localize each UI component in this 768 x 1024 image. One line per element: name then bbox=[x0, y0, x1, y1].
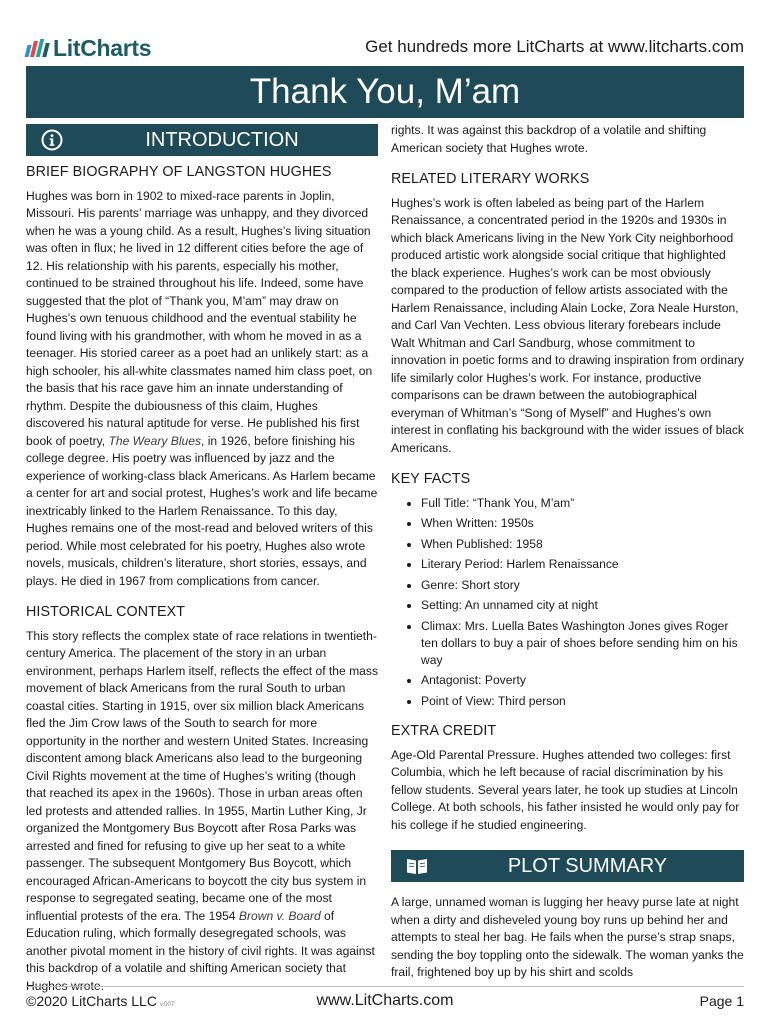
list-item bbox=[391, 515, 744, 532]
fact-key: Antagonist: bbox=[421, 673, 482, 687]
list-item bbox=[391, 618, 744, 669]
list-item bbox=[391, 536, 744, 553]
fact-key: Literary Period: bbox=[421, 557, 504, 571]
fact-value: 1958 bbox=[515, 536, 543, 551]
fact-value: Short story bbox=[461, 577, 520, 592]
header-promo[interactable]: Get hundreds more LitCharts at www.litcharts.com bbox=[365, 37, 744, 56]
page-header bbox=[26, 34, 744, 62]
historical-context-heading: HISTORICAL CONTEXT bbox=[26, 604, 186, 620]
introduction-bar bbox=[26, 124, 378, 156]
litcharts-logo-icon bbox=[26, 39, 48, 57]
extra-credit-lead: Age-Old Parental Pressure. bbox=[391, 747, 539, 762]
fact-value: An unnamed city at night bbox=[464, 598, 598, 612]
fact-value: “Thank You, M’am” bbox=[472, 495, 575, 510]
right-column bbox=[391, 122, 744, 982]
fact-value: Poverty bbox=[484, 673, 526, 687]
bio-paragraph bbox=[26, 188, 378, 591]
case-title: Brown v. Board bbox=[238, 908, 321, 923]
bio-text: , in 1926, before finishing his college degree. His poetry was influenced by jazz and the experience of working-class black Americans. As Harlem became a center for art and social protest, Hughes’s work and life became inextricably linked to the Harlem Renaissance. To this day, Hughes remains one of the most-read and beloved writers of this period. While most celebrated for his poetry, Hughes also wrote novels, musicals, children’s literature, short stories, essays, and plays. He died in 1967 from complications from cancer. bbox=[26, 433, 378, 588]
hist-text: This story reflects the complex state of race relations in twentieth-century America. The placement of the story in an urban environment, perhaps Harlem itself, reflects the effect of the mass movement of black Americans from the rural South to urban coastal cities. Starting in 1915, over six million black Americans fled the Jim Crow laws of the South to search for more opportunity in the norther and western United States. Increasing discontent among black Americans also lead to the burgeoning Civil Rights movement at the time of Hughes’s writing (though that reached its apex in the 1960s). Those in urban areas often led protests and attended rallies. In 1955, Martin Luther King, Jr organized the Montgomery Bus Boycott after Rosa Parks was arrested and fined for refusing to give up her seat to a white passenger. The subsequent Montgomery Bus Boycott, which encouraged African-Americans to boycott the city bus system in response to segregated seating, became one of the most influential protests of the era. The 1954 bbox=[26, 628, 379, 923]
historical-context-continued: rights. It was against this backdrop of a volatile and shifting American society that Hughes wrote. bbox=[391, 123, 707, 155]
fact-key: When Published: bbox=[421, 536, 513, 551]
version-text: v.007 bbox=[159, 1002, 175, 1008]
fact-value: 1950s bbox=[500, 516, 534, 530]
key-facts-heading: KEY FACTS bbox=[391, 471, 471, 487]
fact-value: Third person bbox=[497, 693, 566, 708]
page-footer bbox=[26, 986, 744, 1014]
bio-heading: BRIEF BIOGRAPHY OF LANGSTON HUGHES bbox=[26, 164, 332, 180]
hist-text: of Education ruling, which formally desegregated schools, was another pivotal moment in the history of civil rights. It was against this backdrop of a volatile and shifting American society that Hughes wrote. bbox=[26, 908, 375, 993]
related-works-heading: RELATED LITERARY WORKS bbox=[391, 171, 590, 187]
page-number: Page 1 bbox=[699, 993, 744, 1009]
fact-value: Harlem Renaissance bbox=[506, 557, 619, 571]
logo-text: LitCharts bbox=[53, 34, 152, 61]
fact-value: Mrs. Luella Bates Washington Jones gives Roger ten dollars to buy a pair of shoes before sending him on his way bbox=[421, 618, 738, 667]
fact-key: Point of View: bbox=[421, 693, 495, 708]
list-item bbox=[391, 693, 744, 710]
extra-credit-paragraph bbox=[391, 747, 744, 835]
introduction-label: INTRODUCTION bbox=[145, 129, 299, 151]
litcharts-logo[interactable] bbox=[26, 34, 151, 62]
footer-site-link[interactable]: www.LitCharts.com bbox=[316, 992, 454, 1009]
left-column bbox=[26, 124, 379, 993]
fact-key: Full Title: bbox=[421, 495, 470, 510]
plot-summary-paragraph: A large, unnamed woman is lugging her heavy purse late at night when a dirty and disheveled young boy runs up behind her and attempts to steal her bag. He fails when the purse’s strap snaps, sending the boy toppling onto the sidewalk. The woman yanks the frail, frightened boy up by his shirt and scolds bbox=[391, 895, 744, 979]
related-works-paragraph: Hughes’s work is often labeled as being part of the Harlem Renaissance, a concentrated period in the 1920s and 1930s in which black Americans living in the New York City neighborhood produced artistic work alongside social critique that highlighted the black experience. Hughes’s work can be most obviously compared to the production of fellow artists associated with the Harlem Renaissance, including Alain Locke, Zora Neale Hurston, and Carl Van Vechten. Less obvious literary forebears include Walt Whitman and Carl Sandburg, whose commitment to innovation in poetic forms and to drawing inspiration from ordinary life similarly color Hughes’s work. For instance, productive comparisons can be drawn between the autobiographical everyman of Whitman’s “Song of Myself” and Hughes’s own interest in conflating his background with the wider issues of black Americans. bbox=[391, 195, 744, 455]
plot-summary-bar bbox=[391, 850, 744, 882]
extra-credit-heading: EXTRA CREDIT bbox=[391, 723, 497, 739]
fact-key: Genre: bbox=[421, 577, 458, 592]
list-item bbox=[391, 672, 744, 689]
extra-credit-text: Hughes attended two colleges: first Columbia, which he left because of racial discrimination by his fellow students. Several years later, he took up studies at Lincoln College. At both schools, his father insisted he would only pay for his college if he studied engineering. bbox=[391, 747, 740, 832]
fact-key: Climax: bbox=[421, 618, 462, 633]
plot-summary-label: PLOT SUMMARY bbox=[507, 855, 668, 877]
book-title: The Weary Blues bbox=[108, 433, 202, 448]
list-item bbox=[391, 577, 744, 594]
fact-key: Setting: bbox=[421, 598, 463, 612]
fact-key: When Written: bbox=[421, 516, 498, 530]
key-facts-list bbox=[391, 495, 744, 710]
list-item bbox=[391, 495, 744, 512]
historical-context-paragraph bbox=[26, 628, 379, 993]
list-item bbox=[391, 597, 744, 614]
copyright-text: ©2020 LitCharts LLC bbox=[26, 993, 157, 1009]
list-item bbox=[391, 556, 744, 573]
bio-text: Hughes was born in 1902 to mixed-race parents in Joplin, Missouri. His parents’ marriage was unhappy, and they divorced when he was a young child. As a result, Hughes’s living situation was often in flux; he lived in 12 different cities before the age of 12. His relationship with his parents, especially his mother, continued to be strained throughout his life. Indeed, some have suggested that the plot of “Thank you, M’am” may draw on Hughes’s own tenuous childhood and the eventual stability he found living with his grandmother, with whom he moved in as a teenager. His storied career as a poet had an unlikely start: as a high schooler, his all-white classmates named him class poet, on the basis that his race gave him an innate understanding of rhythm. Despite the dubiousness of this claim, Hughes discovered his natural aptitude for verse. He published his first book of poetry, bbox=[26, 188, 373, 448]
page-title: Thank You, M’am bbox=[26, 66, 744, 118]
